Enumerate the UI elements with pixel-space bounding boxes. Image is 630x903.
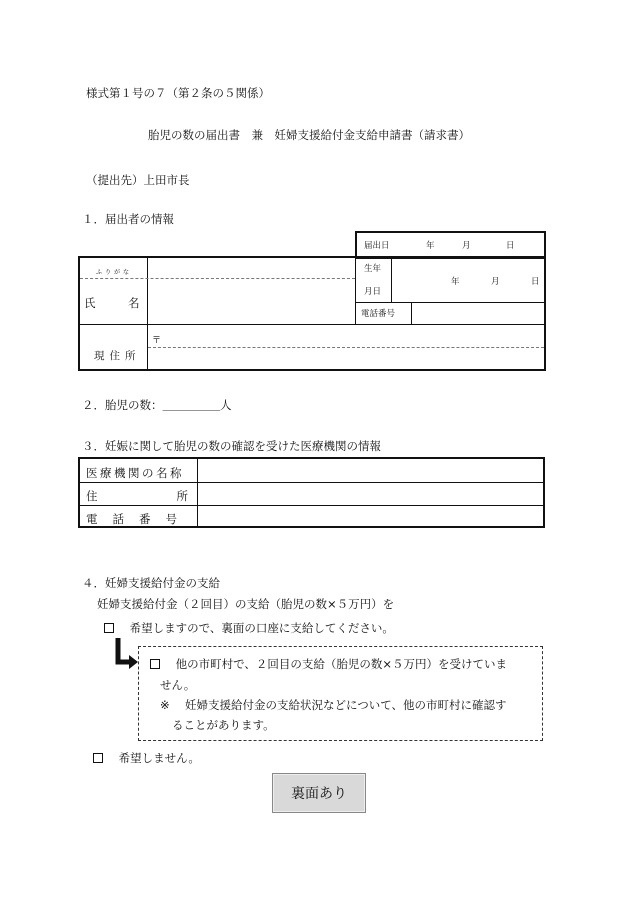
name-label-first: 氏	[84, 296, 96, 310]
address-label: 現住所	[94, 350, 141, 362]
phone-label: 電話番号	[361, 309, 396, 319]
institution-name-field[interactable]	[200, 460, 542, 480]
birth-label-line2: 月日	[364, 287, 382, 297]
institution-address-label	[86, 488, 267, 504]
option-no-label: 希望しません。	[118, 751, 200, 765]
birth-year-label: 年	[451, 277, 460, 287]
institution-address-field[interactable]	[200, 484, 542, 503]
section4-heading: ４．妊婦支援給付金の支給	[82, 576, 220, 590]
section4-intro: 妊婦支援給付金（２回目）の支給（胎児の数×５万円）を	[97, 597, 395, 611]
name-label-second: 名	[128, 296, 140, 310]
fetus-count-unit: 人	[220, 398, 232, 412]
form-number: 様式第１号の７（第２条の５関係）	[86, 86, 270, 100]
institution-phone-label: 電話番号	[86, 512, 192, 526]
postal-mark: 〒	[152, 336, 162, 346]
postal-code-field[interactable]	[165, 327, 544, 345]
filing-year-label: 年	[426, 241, 435, 251]
sub-check-row	[150, 659, 507, 671]
option-yes-checkbox[interactable]	[104, 623, 114, 633]
recipient: （提出先）上田市長	[86, 173, 190, 187]
sub-check-line2: せん。	[160, 678, 196, 692]
sub-check-checkbox[interactable]	[150, 659, 160, 669]
option-no-row	[93, 753, 200, 765]
arrow-right-icon	[113, 638, 141, 678]
filing-day-label: 日	[506, 241, 515, 251]
fetus-count-blank[interactable]: ＿＿＿＿＿	[162, 398, 220, 412]
phone-field[interactable]	[413, 304, 544, 323]
filing-month-label: 月	[462, 241, 471, 251]
section1-heading: １．届出者の情報	[82, 212, 174, 226]
birth-month-label: 月	[491, 277, 500, 287]
birthdate-field[interactable]	[394, 260, 544, 300]
option-no-checkbox[interactable]	[93, 753, 103, 763]
furigana-field[interactable]	[150, 260, 352, 276]
fetus-count-label: ２．胎児の数：	[82, 398, 163, 412]
sub-check-line1: 他の市町村で、２回目の支給（胎児の数×５万円）を受けていま	[175, 657, 508, 671]
option-yes-row	[104, 623, 394, 635]
note-mark: ※	[160, 698, 170, 712]
address-field[interactable]	[150, 350, 544, 369]
birth-label-line1: 生年	[364, 264, 382, 274]
name-field[interactable]	[150, 281, 352, 321]
section3-heading: ３．妊娠に関して胎児の数の確認を受けた医療機関の情報	[82, 439, 381, 453]
institution-phone-field[interactable]	[200, 507, 542, 526]
note-line2: ることがあります。	[172, 718, 275, 732]
back-side-button[interactable]: 裏面あり	[272, 773, 366, 813]
furigana-label: ふりがな	[96, 269, 133, 276]
note-line1: 妊婦支援給付金の支給状況などについて、他の市町村に確認す	[185, 698, 507, 712]
option-yes-label: 希望しますので、裏面の口座に支給してください。	[129, 621, 394, 635]
filing-date-label: 届出日	[364, 241, 390, 251]
page-title: 胎児の数の届出書 兼 妊婦支援給付金支給申請書（請求書）	[148, 128, 470, 142]
section2-heading	[82, 400, 232, 412]
institution-name-label: 医療機関の名称	[86, 466, 184, 480]
institution-address-label-text: 住所	[86, 489, 267, 503]
birth-day-label: 日	[531, 277, 540, 287]
